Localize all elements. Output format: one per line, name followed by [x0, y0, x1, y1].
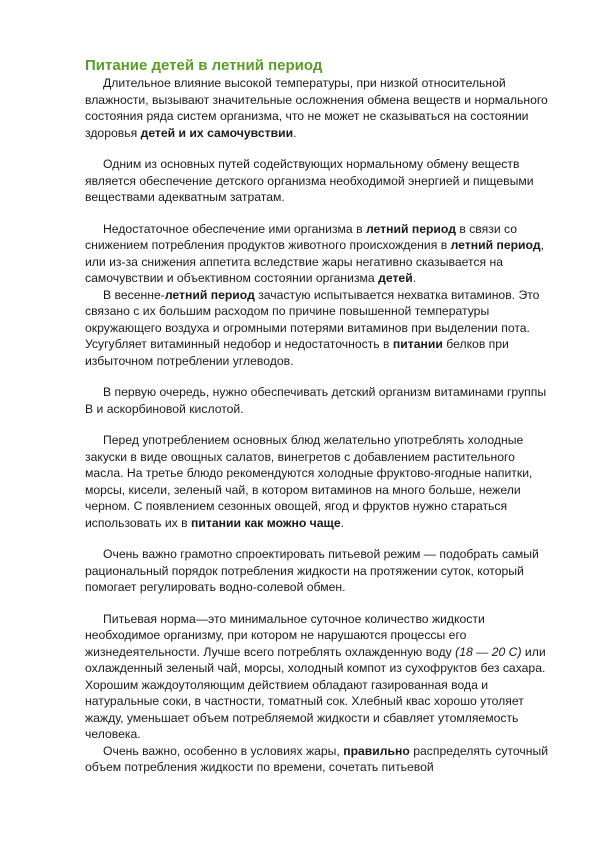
document-page: [85, 56, 555, 776]
italic-text: (18 — 20 С): [455, 644, 522, 659]
paragraph: [85, 384, 555, 417]
bold-text: летний период: [365, 221, 456, 236]
paragraph: [85, 743, 555, 776]
bold-text: детей: [378, 271, 413, 285]
text-run: зачастую испытывается нехватка витаминов. Это связано с их большим расходом по причине повышенной температуры окружающего воздуха и огромными потерями витаминов при выделении пота. Усугубляет витаминный недобор и недостаточность в: [85, 287, 540, 351]
paragraph: [85, 287, 555, 370]
bold-text: питании: [392, 337, 443, 351]
text-run: распределять суточный объем потребления жидкости по времени, сочетать питьевой: [85, 743, 549, 774]
text-run: .: [340, 515, 344, 530]
text-run: или охлажденный зеленый чай, морсы, холодный компот из сухофруктов без сахара. Хорошим жаждоутоляющим действием обладают газированная вода и натуральные соки, в частности, томатный сок. Хлебный квас хорошо утоляет жажду, уменьшает объем потребляемой жидкости и сбавляет утомляемость человека.: [85, 644, 546, 741]
paragraph: [85, 432, 555, 531]
paragraph: [85, 546, 555, 596]
text-run: белков при избыточном потреблении углеводов.: [85, 337, 509, 368]
text-run: Питьевая норма—это минимальное суточное количество жидкости необходимое организму, при котором не нарушаются процессы его жизнедеятельности. Лучше всего потреблять охлажденную воду: [85, 611, 485, 659]
paragraph: [85, 156, 555, 206]
bold-text: летний период: [450, 238, 541, 252]
paragraph: [85, 611, 555, 743]
text-run: .: [412, 271, 417, 285]
page-title: Питание детей в летний период: [85, 57, 323, 74]
bold-text: питании как можно чаще: [191, 515, 341, 530]
text-run: Длительное влияние высокой температуры, при низкой относительной влажности, вызывают значительные осложнения обмена веществ и нормального состояния ряда систем организма, что не может не сказываться на состоянии здоровья: [85, 76, 548, 140]
text-run: в связи со снижением потребления продуктов животного происхождения в: [85, 221, 518, 252]
document-body: [85, 75, 555, 776]
text-run: Одним из основных путей содействующих нормальному обмену веществ является обеспечение детского организма необходимой энергией и пищевыми веществами адекватным затратам.: [85, 157, 534, 204]
text-run: Очень важно грамотно спроектировать питьевой режим — подобрать самый рациональный порядок потребления жидкости на протяжении суток, который помогает регулировать водно-солевой обмен.: [85, 547, 539, 594]
bold-text: правильно: [343, 743, 410, 758]
paragraph: [85, 75, 555, 141]
text-run: Очень важно, особенно в условиях жары,: [103, 743, 344, 758]
text-run: .: [293, 125, 297, 140]
paragraph: [85, 221, 555, 287]
text-run: В первую очередь, нужно обеспечивать детский организм витаминами группы В и аскорбиновой кислотой.: [85, 385, 547, 416]
bold-text: детей и их самочувствии: [140, 125, 294, 140]
bold-text: летний период: [164, 287, 255, 302]
text-run: В весенне-: [103, 287, 165, 302]
text-run: Перед употреблением основных блюд желательно употреблять холодные закуски в виде овощных салатов, винегретов с добавлением растительного масла. На третье блюдо рекомендуются холодные фруктово-ягодные напитки, морсы, кисели, зеленый чай, в котором витаминов на много больше, нежели черном. С появлением сезонных овощей, ягод и фруктов нужно стараться использовать их в: [85, 433, 533, 530]
text-run: Недостаточное обеспечение ими организма в: [103, 221, 366, 236]
text-run: , или из-за снижения аппетита вследствие жары негативно сказывается на самочувствии и объективном состоянии организма: [85, 238, 544, 285]
